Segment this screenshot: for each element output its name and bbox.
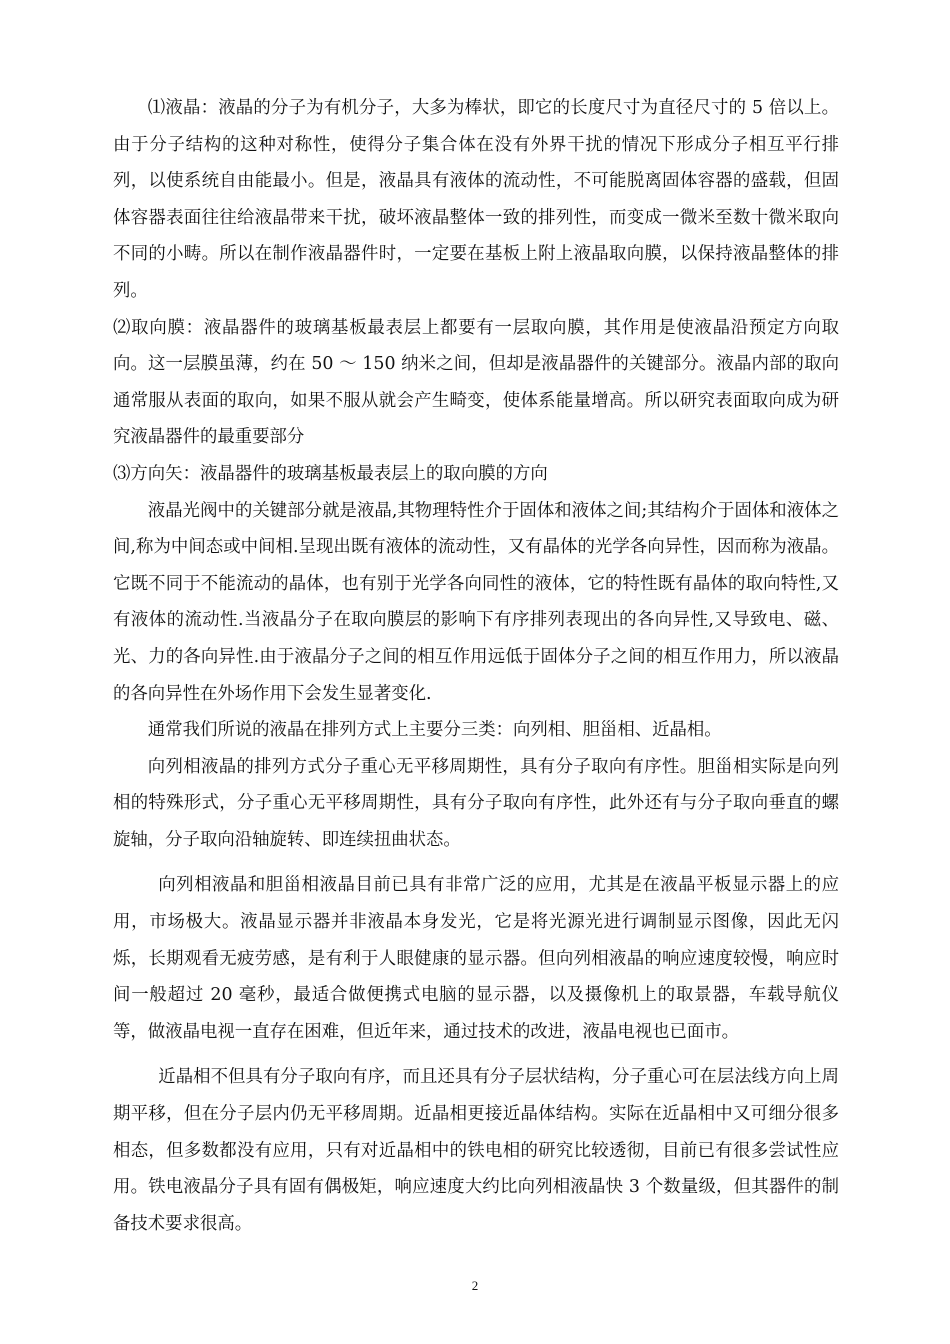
- paragraph-three-types: 通常我们所说的液晶在排列方式上主要分三类：向列相、胆甾相、近晶相。: [147, 720, 722, 741]
- document-body: [113, 90, 839, 1242]
- paragraph-liquid-crystal-definition: ⑴液晶：液晶的分子为有机分子，大多为棒状，即它的长度尺寸为直径尺寸的 5 倍以上。由于分子结构的这种对称性，使得分子集合体在没有外界干扰的情况下形成分子相互平行排列，以使系统自由能最小。但是，液晶具有液体的流动性，不可能脱离固体容器的盛载，但固体容器表面往往给液晶带来干扰，破坏液晶整体一致的排列性，而变成一微米至数十微米取向不同的小畴。所以在制作液晶器件时，一定要在基板上附上液晶取向膜，以保持液晶整体的排列。: [113, 98, 839, 301]
- paragraph-smectic: 近晶相不但具有分子取向有序，而且还具有分子层状结构，分子重心可在层法线方向上周期平移，但在分子层内仍无平移周期。近晶相更接近晶体结构。实际在近晶相中又可细分很多相态，但多数都没有应用，只有对近晶相中的铁电相的研究比较透彻，目前已有很多尝试性应用。铁电液晶分子具有固有偶极矩，响应速度大约比向列相液晶快 3 个数量级，但其器件的制备技术要求很高。: [113, 1067, 839, 1234]
- paragraph-alignment-film-definition: ⑵取向膜：液晶器件的玻璃基板最表层上都要有一层取向膜，其作用是使液晶沿预定方向取向。这一层膜虽薄，约在 50 ～ 150 纳米之间，但却是液晶器件的关键部分。液晶内部的取向通常服从表面的取向，如果不服从就会产生畸变，使体系能量增高。所以研究表面取向成为研究液晶器件的最重要部分: [113, 317, 839, 448]
- paragraph-light-valve: 液晶光阀中的关键部分就是液晶,其物理特性介于固体和液体之间;其结构介于固体和液体之间,称为中间态或中间相.呈现出既有液体的流动性，又有晶体的光学各向异性，因而称为液晶。它既不同于不能流动的晶体，也有别于光学各向同性的液体，它的特性既有晶体的取向特性,又有液体的流动性.当液晶分子在取向膜层的影响下有序排列表现出的各向异性,又导致电、磁、光、力的各向异性.由于液晶分子之间的相互作用远低于固体分子之间的相互作用力，所以液晶的各向异性在外场作用下会发生显著变化.: [113, 500, 839, 704]
- page-number: 2: [471, 1278, 479, 1293]
- paragraph-nematic-cholesteric: 向列相液晶的排列方式分子重心无平移周期性，具有分子取向有序性。胆甾相实际是向列相的特殊形式，分子重心无平移周期性，具有分子取向有序性，此外还有与分子取向垂直的螺旋轴，分子取向沿轴旋转、即连续扭曲状态。: [113, 756, 839, 850]
- paragraph-director-definition: ⑶方向矢：液晶器件的玻璃基板最表层上的取向膜的方向: [113, 463, 548, 484]
- paragraph-applications: 向列相液晶和胆甾相液晶目前已具有非常广泛的应用，尤其是在液晶平板显示器上的应用，市场极大。液晶显示器并非液晶本身发光，它是将光源光进行调制显示图像，因此无闪烁，长期观看无疲劳感，是有利于人眼健康的显示器。但向列相液晶的响应速度较慢，响应时间一般超过 20 毫秒，最适合做便携式电脑的显示器，以及摄像机上的取景器，车载导航仪等，做液晶电视一直存在困难，但近年来，通过技术的改进，液晶电视也已面市。: [113, 875, 839, 1042]
